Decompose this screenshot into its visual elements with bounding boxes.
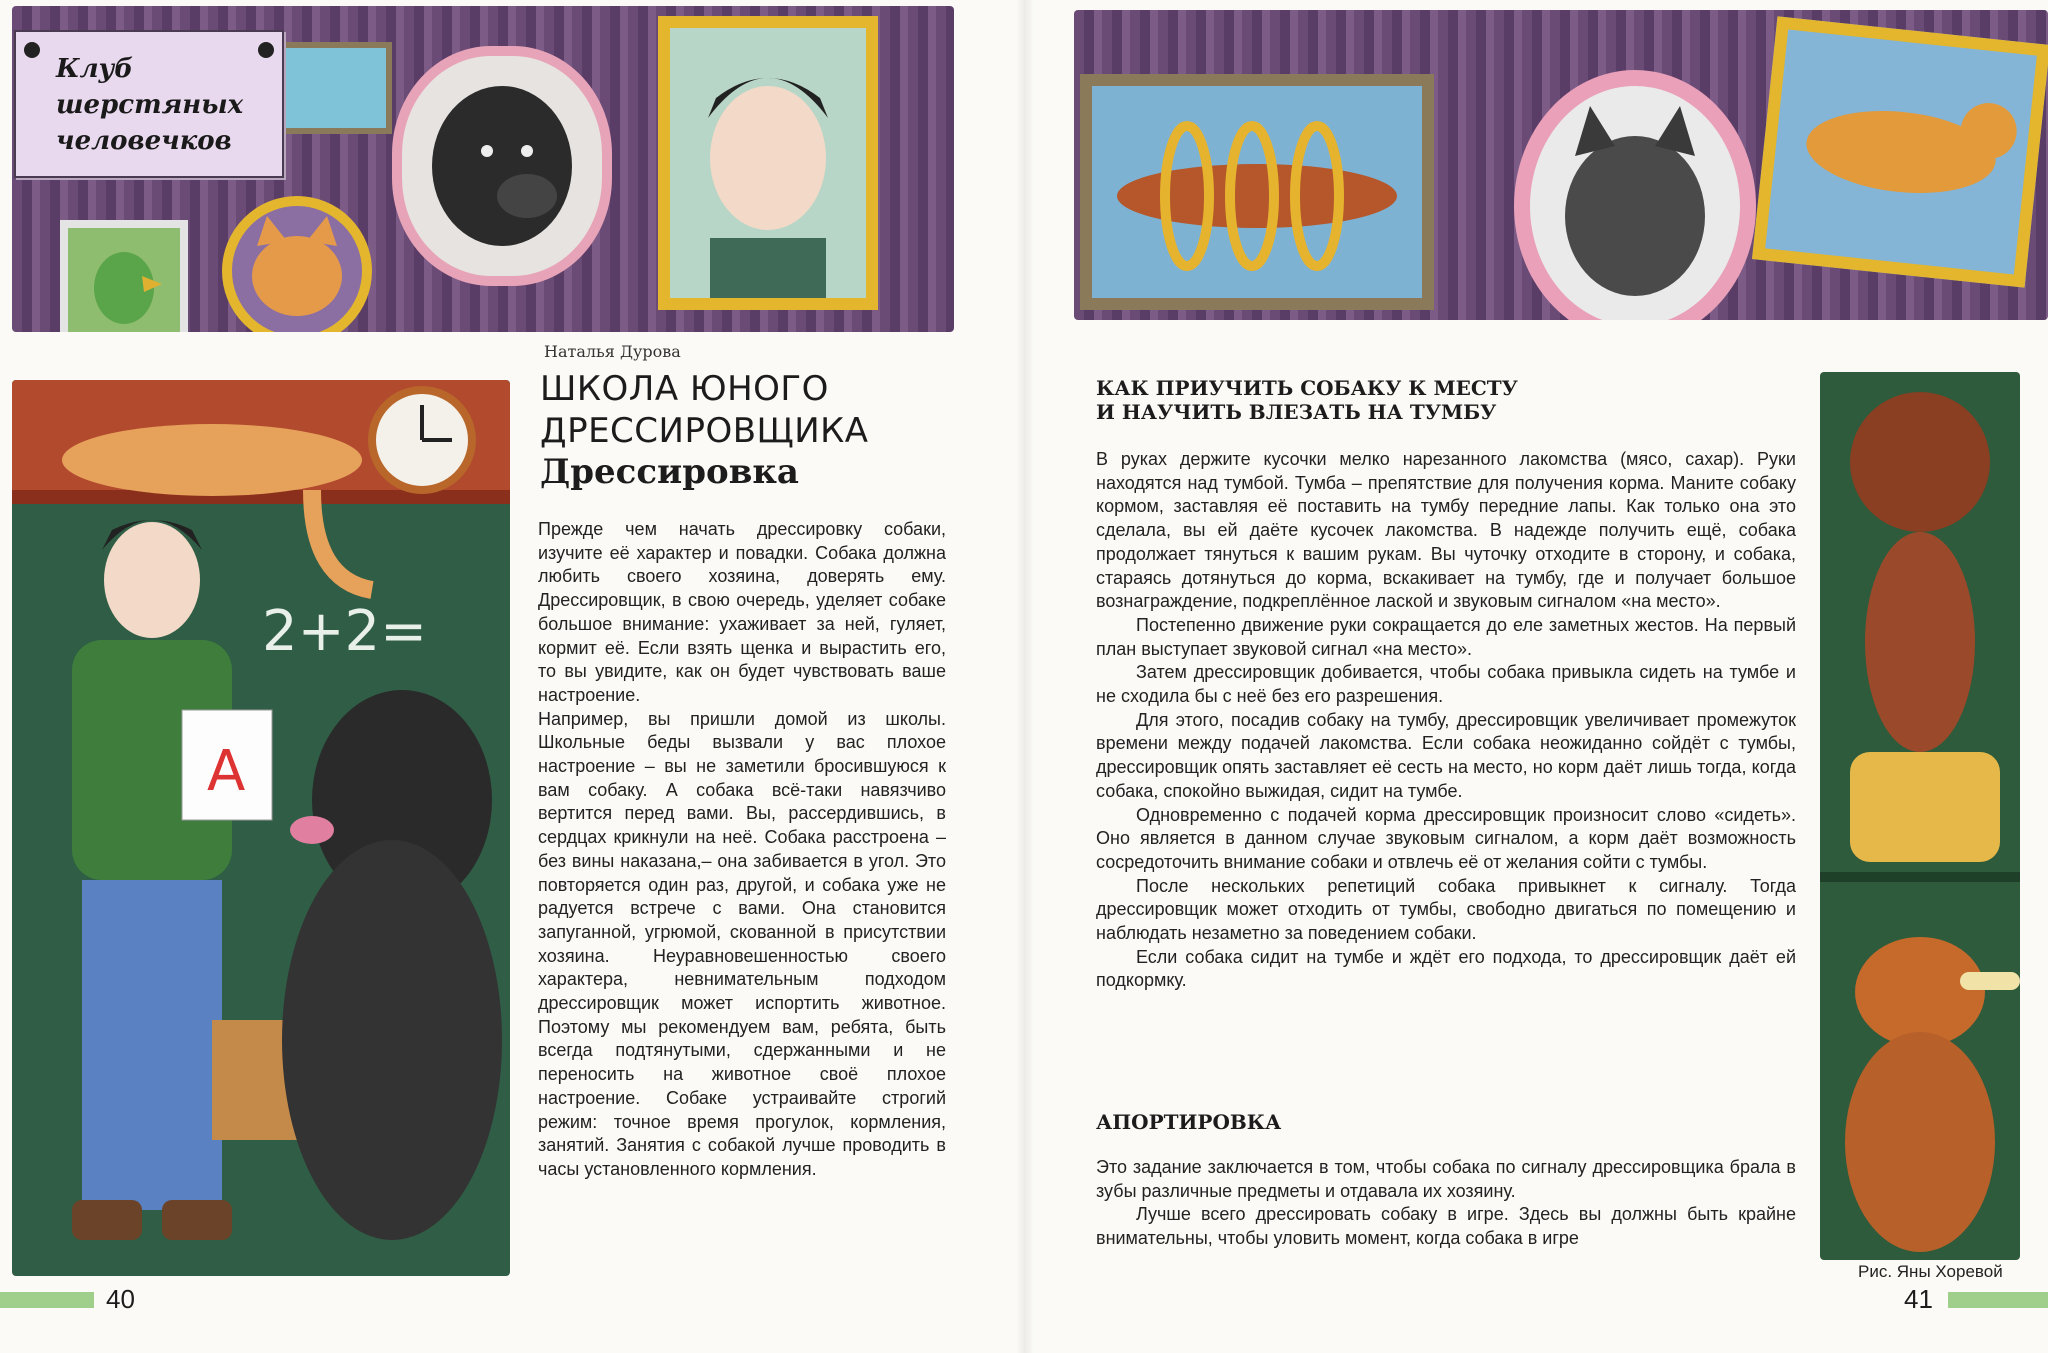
bone-icon bbox=[1960, 972, 2020, 990]
paragraph: Лучше всего дрессировать собаку в игре. Здесь вы должны быть крайне внимательны, чтобы уловить момент, когда собака в игре bbox=[1096, 1204, 1796, 1249]
running-dog-icon bbox=[1765, 30, 2037, 275]
wolf-dog-frame bbox=[1514, 70, 1756, 320]
parrot-icon bbox=[68, 228, 180, 332]
right-page bbox=[1024, 0, 2048, 1353]
article-subtitle: Дрессировка bbox=[540, 452, 799, 492]
poodle-icon bbox=[1850, 392, 1990, 532]
section-heading-place-line1: КАК ПРИУЧИТЬ СОБАКУ К МЕСТУ bbox=[1096, 376, 1518, 400]
paragraph: В руках держите кусочки мелко нарезанного лакомства (мясо, сахар). Руки находятся над тумбой. Тумба – препятствие для получения корма. Маните собаку кормом, заставляя её поставить на тумбу передние лапы. Как только она это сделала, вы ей даёте кусочек лакомства. В надежде получить ещё, собака продолжает тянуться к вашим рукам. Вы чуточку отходите в сторону, и собака, стараясь дотянуться до корма, вскакивает на тумбу, где и получает большое вознаграждение, подкреплённое лаской и звуковым сигналом «на место». bbox=[1096, 449, 1796, 612]
letter-a: А bbox=[207, 739, 246, 804]
section-heading-place bbox=[1096, 376, 1518, 424]
boy-icon bbox=[104, 522, 200, 638]
paragraph: Например, вы пришли домой из школы. Школьные беды вызвали у вас плохое настроение – вы не заметили бросившуюся к вам собаку. А собака всё-таки навязчиво вертится перед вами. Вы, рассердившись, в сердцах крикнули на неё. Собака расстроена – без вины наказана,– она забивается в угол. Это повторяется один раз, другой, и собака уже не радуется встрече с вами. Она становится запуганной, угрюмой, скованной в присутствии хозяина. Неуравновешенностью своего характера, невнимательным подходом дрессировщик может испортить животное. Поэтому мы рекомендуем вам, ребята, быть всегда подтянутыми, сдержанными и не переносить на животное своё плохое настроение. Собаке устраивайте строгий режим: точное время прогулок, кормления, занятий. Занятия с собакой лучше проводить в часы установленного кормления. bbox=[538, 708, 946, 1179]
page-number-right: 41 bbox=[1904, 1284, 1933, 1314]
wolf-dog-icon bbox=[1530, 86, 1740, 320]
sleeping-cat-icon bbox=[62, 424, 362, 496]
footer-bar-left bbox=[0, 1292, 94, 1308]
dogs-strip-illustration bbox=[1820, 372, 2020, 1260]
illustration-credit: Рис. Яны Хоревой bbox=[1858, 1262, 2003, 1281]
spaniel-icon bbox=[1855, 937, 1985, 1047]
boy-face-icon bbox=[670, 28, 866, 298]
pin-icon bbox=[258, 42, 274, 58]
article-title-line1: ШКОЛА ЮНОГО bbox=[540, 369, 829, 409]
parrot-frame bbox=[60, 220, 188, 332]
running-dog-frame bbox=[1752, 16, 2048, 287]
footer-bar-right bbox=[1948, 1292, 2048, 1308]
club-title-line1: Клуб bbox=[56, 54, 134, 84]
paragraph: Прежде чем начать дрессировку собаки, изучите её характер и повадки. Собака должна любить своего хозяина, доверять ему. Дрессировщик, в свою очередь, уделяет собаке большое внимание: ухаживает за ней, гуляет, кормит её. Если взять щенка и вырастить его, то вы увидите, как он будет чувствовать ваше настроение. bbox=[538, 519, 946, 705]
paragraph: Если собака сидит на тумбе и ждёт его подхода, то дрессировщик даёт ей подкормку. bbox=[1096, 946, 1796, 991]
boy-and-dog-illustration bbox=[12, 380, 510, 1276]
author-name: Наталья Дурова bbox=[544, 342, 681, 361]
fish-frame bbox=[280, 42, 392, 134]
dachshund-frame bbox=[1080, 74, 1434, 310]
classroom-scene bbox=[12, 380, 510, 1276]
paragraph: Постепенно движение руки сокращается до еле заметных жестов. На первый план выступает звуковой сигнал «на место». bbox=[1096, 614, 1796, 659]
boy-portrait-frame bbox=[658, 16, 878, 310]
right-body-text-2 bbox=[1096, 1156, 1796, 1251]
paragraph: Одновременно с подачей корма дрессировщик произносит слово «сидеть». Оно является в данном случае звуковым сигналом, а корм даёт возможность сосредоточить внимание собаки и отвлечь её от желания сойти с тумбы. bbox=[1096, 804, 1796, 872]
cat-face-icon bbox=[232, 206, 362, 332]
paragraph: Это задание заключается в том, чтобы собака по сигналу дрессировщика брала в зубы различные предметы и отдавала их хозяину. bbox=[1096, 1157, 1796, 1201]
section-heading-place-line2: И НАУЧИТЬ ВЛЕЗАТЬ НА ТУМБУ bbox=[1096, 400, 1497, 424]
article-title-line2: ДРЕССИРОВЩИКА bbox=[540, 411, 869, 451]
club-title-line3: человечков bbox=[56, 126, 232, 156]
club-title-line2: шерстяных bbox=[56, 90, 244, 120]
pin-icon bbox=[24, 42, 40, 58]
cat-portrait-frame bbox=[222, 196, 372, 332]
shaggy-dog-icon bbox=[402, 56, 602, 276]
paragraph: После нескольких репетиций собака привыкнет к сигналу. Тогда дрессировщик может отходить от тумбы, свободно двигаться по помещению и наблюдать незаметно за поведением собаки. bbox=[1096, 875, 1796, 944]
right-banner-illustration bbox=[1074, 10, 2048, 320]
stool-icon bbox=[1850, 752, 2000, 862]
dogs-strip bbox=[1820, 372, 2020, 1260]
dog-portrait-frame bbox=[392, 46, 612, 286]
paragraph: Для этого, посадив собаку на тумбу, дрессировщик увеличивает промежуток времени между подачей лакомства. Если собака неожиданно сойдёт с тумбы, дрессировщик опять заставляет её сесть на место, но корм даёт лишь тогда, когда собака, спокойно выжидая, сидит на тумбе. bbox=[1096, 709, 1796, 801]
right-body-text bbox=[1096, 448, 1796, 993]
article-title bbox=[540, 368, 869, 452]
dachshund-hoops-icon bbox=[1092, 86, 1422, 298]
page-number-left: 40 bbox=[106, 1284, 135, 1314]
section-heading-fetch: АПОРТИРОВКА bbox=[1096, 1110, 1282, 1134]
club-title-card bbox=[14, 30, 284, 178]
left-body-text bbox=[538, 518, 946, 1182]
chalk-formula: 2+2= bbox=[262, 599, 428, 664]
paragraph: Затем дрессировщик добивается, чтобы собака привыкла сидеть на тумбе и не сходила бы с неё без его разрешения. bbox=[1096, 662, 1796, 707]
